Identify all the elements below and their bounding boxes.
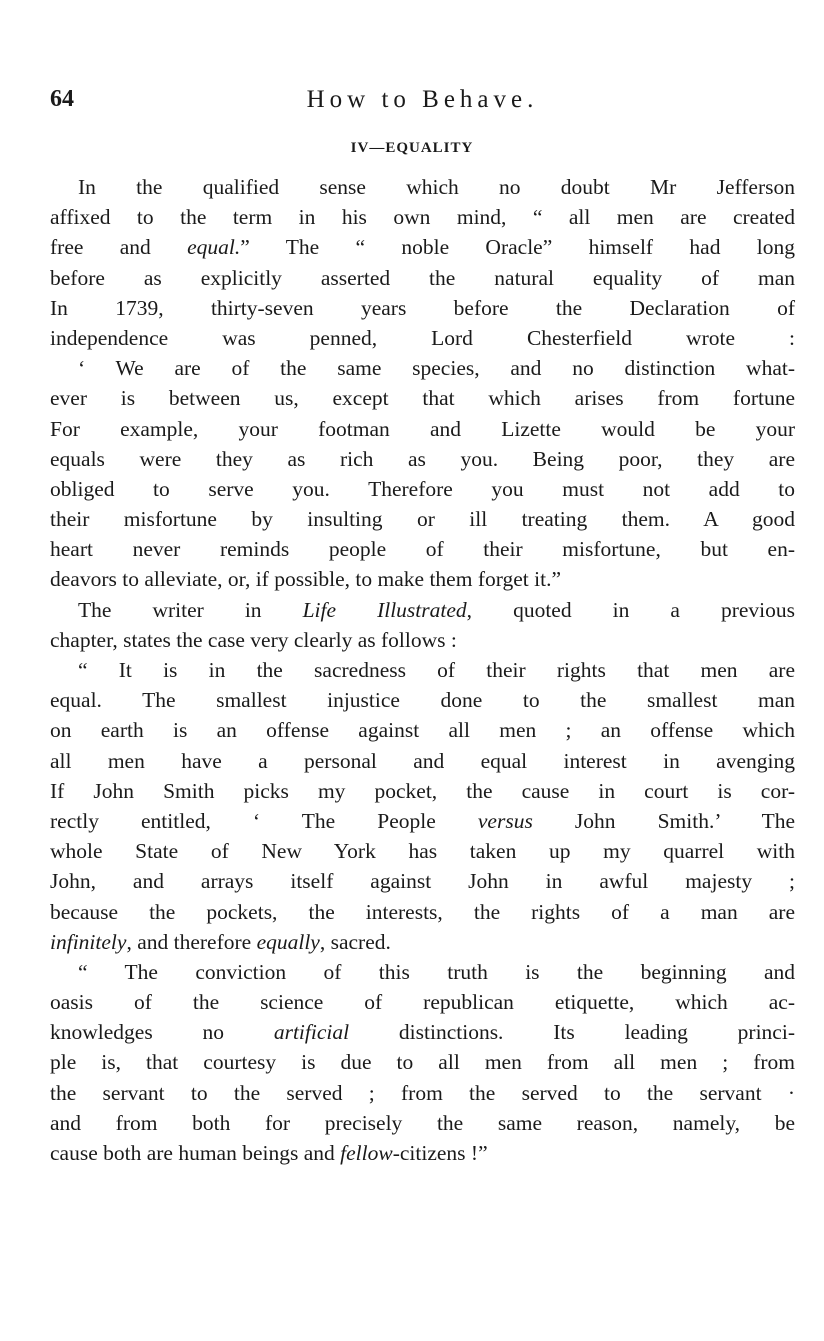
text-segment: rectly entitled, ‘ The People (50, 808, 478, 833)
text-segment: deavors to alleviate, or, if possible, to make them forget it.” (50, 567, 562, 592)
text-line (50, 383, 795, 413)
italic-text: artificial (273, 1020, 350, 1045)
text-segment: , and therefore (126, 929, 257, 954)
text-segment: knowledges no (50, 1020, 274, 1045)
italic-text: equal. (187, 235, 241, 260)
text-segment: John, and arrays itself against John in awful majesty ; (50, 869, 795, 894)
text-line (50, 595, 795, 625)
text-segment: whole State of New York has taken up my quarrel with (50, 839, 795, 864)
text-segment: , quoted in a previous (466, 597, 795, 622)
text-line (50, 1047, 795, 1077)
text-segment: because the pockets, the interests, the rights of a man are (50, 899, 795, 924)
section-title: IV—EQUALITY (350, 140, 474, 156)
text-line (50, 685, 795, 715)
text-segment: affixed to the term in his own mind, “ all men are created (50, 205, 795, 230)
text-segment: ‘ We are of the same species, and no distinction what- (78, 356, 795, 381)
text-line (50, 806, 795, 836)
text-line (50, 504, 795, 534)
text-segment: “ It is in the sacredness of their rights that men are (78, 658, 795, 682)
text-line (50, 1078, 795, 1108)
text-segment: chapter, states the case very clearly as follows : (50, 627, 457, 652)
text-segment: oasis of the science of republican etiquette, which ac- (50, 990, 795, 1015)
text-line (50, 263, 795, 293)
text-line (50, 444, 795, 474)
text-segment: equals were they as rich as you. Being poor, they are (50, 446, 795, 471)
text-segment: “ The conviction of this truth is the beginning and (78, 959, 795, 984)
page-header (50, 86, 795, 116)
text-line (50, 897, 795, 927)
page-body-text (50, 172, 795, 1168)
text-segment: ” The “ noble Oracle” himself had long (240, 235, 795, 260)
text-segment: The writer in (78, 597, 303, 622)
text-segment: ple is, that courtesy is due to all men from all men ; from (50, 1050, 795, 1075)
text-line (50, 172, 795, 202)
text-line (50, 836, 795, 866)
text-line (50, 655, 795, 685)
text-line (50, 474, 795, 504)
text-segment: the servant to the served ; from the served to the servant · (50, 1080, 795, 1105)
text-line (50, 293, 795, 323)
italic-text: fellow (340, 1141, 393, 1165)
text-line (50, 564, 795, 594)
italic-text: versus (477, 808, 533, 833)
text-segment: distinctions. Its leading princi- (349, 1020, 795, 1045)
text-segment: equal. The smallest injustice done to the smallest man (50, 688, 795, 713)
text-segment: all men have a personal and equal interest in avenging (50, 748, 795, 773)
text-line (50, 1138, 795, 1168)
text-line (50, 715, 795, 745)
text-line (50, 1017, 795, 1047)
text-segment: heart never reminds people of their misfortune, but en- (50, 537, 795, 562)
text-line (50, 353, 795, 383)
text-line (50, 232, 795, 262)
text-segment: , sacred. (319, 929, 391, 954)
text-line (50, 534, 795, 564)
text-segment: free and (50, 235, 188, 260)
text-segment: For example, your footman and Lizette would be your (50, 416, 795, 441)
page-number: 64 (50, 86, 74, 112)
text-segment: on earth is an offense against all men ; an offense which (50, 718, 795, 743)
text-segment: their misfortune by insulting or ill treating them. A good (50, 507, 795, 532)
text-line (50, 957, 795, 987)
text-segment: In 1739, thirty-seven years before the Declaration of (50, 295, 795, 320)
italic-text: infinitely (50, 929, 127, 954)
text-line (50, 323, 795, 353)
text-segment: cause both are human beings and (50, 1141, 341, 1165)
text-segment: -citizens !” (392, 1141, 488, 1165)
italic-text: Life Illustrated (302, 597, 467, 622)
text-segment: obliged to serve you. Therefore you must not add to (50, 476, 795, 501)
text-segment: If John Smith picks my pocket, the cause in court is cor- (50, 778, 795, 803)
text-line (50, 866, 795, 896)
text-line (50, 625, 795, 655)
text-line (50, 746, 795, 776)
text-line (50, 776, 795, 806)
text-segment: In the qualified sense which no doubt Mr Jefferson (78, 175, 795, 199)
text-line (50, 202, 795, 232)
text-line (50, 927, 795, 957)
italic-text: equally (256, 929, 320, 954)
text-segment: and from both for precisely the same reason, namely, be (50, 1110, 795, 1135)
running-title: How to Behave. (306, 86, 539, 113)
text-segment: independence was penned, Lord Chesterfield wrote : (50, 325, 795, 350)
text-segment: ever is between us, except that which arises from fortune (50, 386, 795, 411)
text-line (50, 987, 795, 1017)
text-line (50, 1108, 795, 1138)
text-line (50, 414, 795, 444)
text-segment: John Smith.’ The (532, 808, 795, 833)
text-segment: before as explicitly asserted the natural equality of man (50, 265, 795, 290)
